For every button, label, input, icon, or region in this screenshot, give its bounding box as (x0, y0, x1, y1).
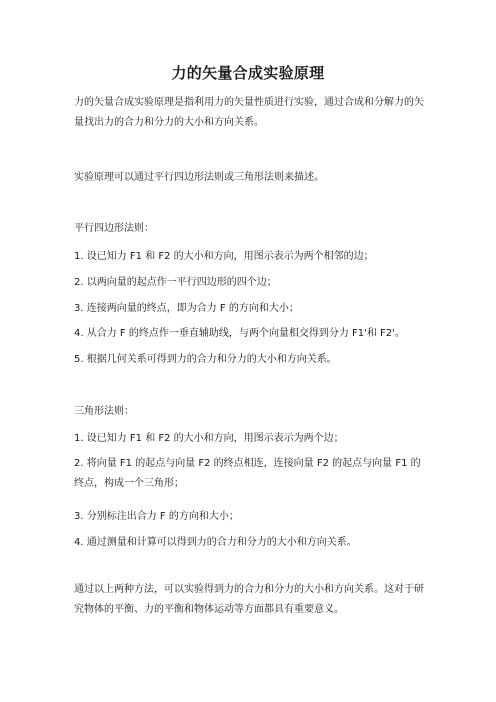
triangle-heading: 三角形法则： (74, 406, 134, 417)
triangle-step: 2. 将向量 F1 的起点与向量 F2 的终点相连，连接向量 F2 的起点与向量 F1 的终点，构成一个三角形； (74, 458, 421, 489)
parallelogram-step: 1. 设已知力 F1 和 F2 的大小和方向，用图示表示为两个相邻的边； (74, 251, 374, 262)
parallelogram-step: 4. 从合力 F 的终点作一垂直辅助线，与两个向量相交得到分力 F1'和 F2'。 (74, 328, 405, 339)
triangle-step: 3. 分别标注出合力 F 的方向和大小； (74, 511, 239, 522)
parallelogram-step: 5. 根据几何关系可得到力的合力和分力的大小和方向关系。 (74, 354, 337, 365)
conclusion-paragraph: 通过以上两种方法，可以实验得到力的合力和分力的大小和方向关系。这对于研究物体的平衡、力的平衡和物体运动等方面都具有重要意义。 (74, 584, 424, 615)
parallelogram-step: 2. 以两向量的起点作一平行四边形的四个边； (74, 277, 277, 288)
document-title: 力的矢量合成实验原理 (171, 64, 325, 82)
triangle-step: 1. 设已知力 F1 和 F2 的大小和方向，用图示表示为两个边； (74, 433, 344, 444)
triangle-step: 4. 通过测量和计算可以得到力的合力和分力的大小和方向关系。 (74, 537, 357, 548)
parallelogram-step: 3. 连接两向量的终点，即为合力 F 的方向和大小； (74, 303, 299, 314)
principle-paragraph: 实验原理可以通过平行四边形法则或三角形法则来描述。 (74, 172, 324, 183)
parallelogram-heading: 平行四边形法则： (74, 223, 154, 234)
intro-paragraph: 力的矢量合成实验原理是指利用力的矢量性质进行实验，通过合成和分解力的矢量找出力的合力和分力的大小和方向关系。 (74, 97, 424, 128)
